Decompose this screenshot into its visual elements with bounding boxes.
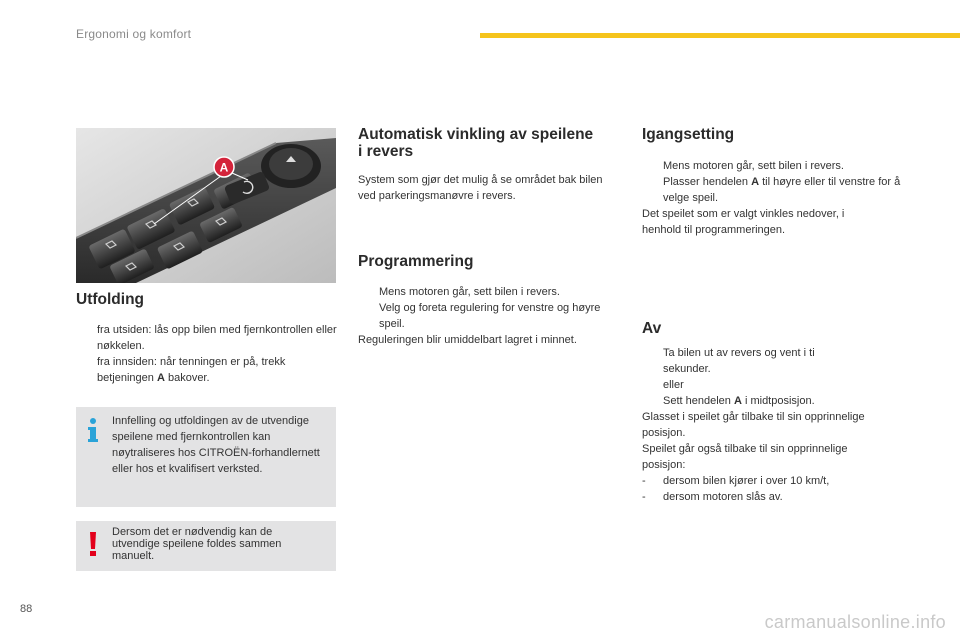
warning-box: [76, 521, 336, 571]
programmering-item-1: [358, 284, 620, 300]
page-number: 88: [20, 603, 33, 615]
igangsetting-item-2: [642, 174, 912, 206]
callout-a-label: A: [219, 160, 229, 175]
dash-marker: -: [642, 475, 646, 487]
utfolding-item-2: [76, 354, 338, 386]
igangsetting-item-2-tail: til høyre eller til venstre for å velge speil.: [663, 176, 901, 204]
programmering-item-2-text: Velg og foreta regulering for venstre og høyre speil.: [379, 302, 601, 330]
info-icon: [86, 417, 100, 443]
auto-title-line1: Automatisk vinkling av speilene: [358, 126, 594, 143]
utfolding-section: [76, 291, 338, 386]
warning-icon: [86, 531, 100, 557]
lever-a-ref: A: [751, 176, 760, 188]
auto-title-line2: i revers: [358, 143, 414, 160]
utfolding-item-2-text: fra innsiden: når tenningen er på, trekk betjeningen: [97, 356, 286, 384]
mirror-control-photo: [76, 128, 336, 283]
utfolding-title: Utfolding: [76, 291, 145, 308]
auto-body: System som gjør det mulig å se området bak bilen ved parkeringsmanøvre i revers.: [358, 174, 603, 202]
av-item-1-text: Ta bilen ut av revers og vent i ti sekunder.: [663, 347, 815, 375]
programmering-item-2: [358, 300, 604, 332]
av-item-1: [642, 345, 863, 377]
lever-a-ref: A: [733, 395, 742, 407]
av-title: Av: [642, 320, 662, 337]
igangsetting-item-1: [642, 158, 912, 174]
av-paragraph-2: Speilet går også tilbake til sin opprinnelige posisjon:: [642, 443, 848, 471]
dash-marker: -: [642, 491, 646, 503]
programmering-section: [358, 253, 620, 348]
av-item-2-pre: Sett hendelen: [663, 395, 734, 407]
av-item-2: [642, 393, 912, 409]
igangsetting-item-1-text: Mens motoren går, sett bilen i revers.: [663, 160, 844, 172]
section-header: Ergonomi og komfort: [76, 27, 192, 41]
header-accent-bar: [480, 33, 960, 38]
av-dash-item-2: [642, 489, 912, 505]
mirror-joystick: [261, 144, 321, 188]
av-eller: eller: [663, 379, 684, 391]
igangsetting-note: Det speilet som er valgt vinkles nedover, i henhold til programmeringen.: [642, 208, 845, 236]
av-dash-item-1-text: dersom bilen kjører i over 10 km/t,: [663, 475, 830, 487]
igangsetting-section: [642, 126, 912, 238]
av-paragraph-1: Glasset i speilet går tilbake til sin opprinnelige posisjon.: [642, 411, 865, 439]
auto-section: [358, 126, 620, 204]
programmering-title: Programmering: [358, 253, 474, 270]
av-item-2-tail: i midtposisjon.: [741, 395, 815, 407]
av-dash-item-1: [642, 473, 912, 489]
utfolding-item-2-tail: bakover.: [164, 372, 210, 384]
info-box-text: Innfelling og utfoldingen av de utvendige speilene med fjernkontrollen kan nøytraliseres hos CITROËN-forhandlernett eller hos et kvalifisert verksted.: [112, 415, 320, 475]
watermark: carmanualsonline.info: [764, 612, 946, 632]
igangsetting-title: Igangsetting: [642, 126, 735, 143]
av-dash-item-2-text: dersom motoren slås av.: [663, 491, 783, 503]
utfolding-item-1-text: fra utsiden: lås opp bilen med fjernkontrollen eller nøkkelen.: [97, 324, 337, 352]
switch-panel-illustration: [76, 128, 336, 283]
programmering-item-1-text: Mens motoren går, sett bilen i revers.: [379, 286, 560, 298]
programmering-note: Reguleringen blir umiddelbart lagret i minnet.: [358, 334, 577, 346]
igangsetting-item-2-pre: Plasser hendelen: [663, 176, 752, 188]
info-box: [76, 407, 336, 507]
lever-a-ref: A: [156, 372, 165, 384]
av-section: [642, 320, 912, 505]
warning-box-text: Dersom det er nødvendig kan de utvendige speilene foldes sammen manuelt.: [112, 526, 282, 562]
utfolding-item-1: [76, 322, 338, 354]
